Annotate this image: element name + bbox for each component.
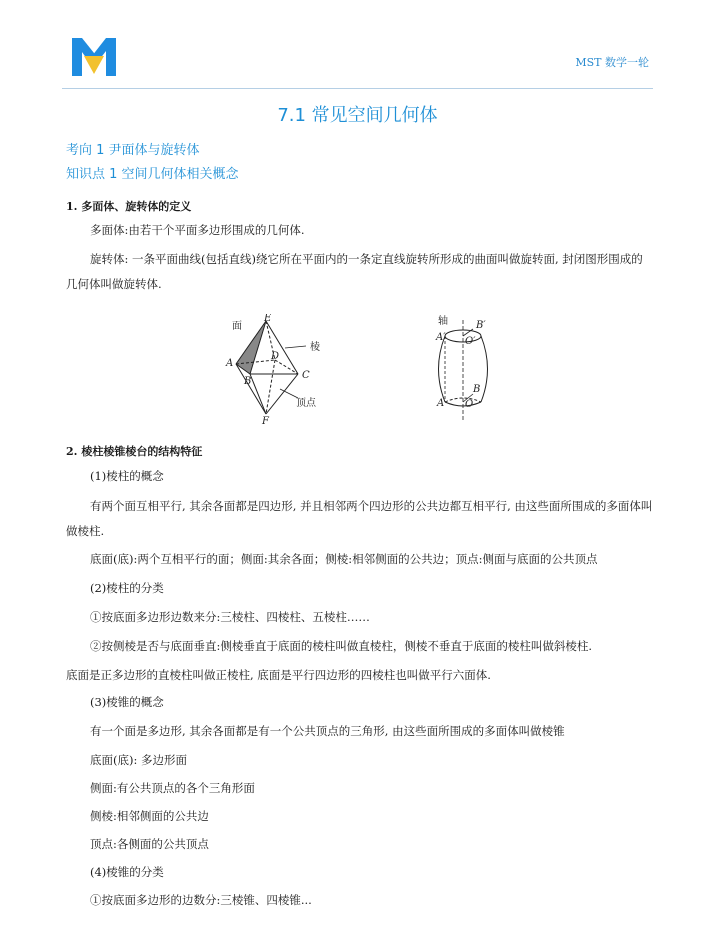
line-prism-classification: (2)棱柱的分类 [90,581,164,595]
label-edge: 棱 [310,342,320,353]
heading-structure: 2. 棱柱棱锥棱台的结构特征 [66,445,203,458]
point-C: C [302,370,310,381]
point-B: B [473,384,481,395]
heading-definitions: 1. 多面体、旋转体的定义 [66,200,192,213]
section-heading: 考向 1 尹面体与旋转体 [66,143,200,158]
point-O: O [465,399,474,410]
label-vertex: 顶点 [296,398,316,409]
line-prism-parts: 底面(底):两个互相平行的面；侧面:其余各面；侧棱:相邻侧面的公共边；顶点:侧面与底面的公共顶点 [90,552,598,566]
line-prism-definition: 有两个面互相平行, 其余各面都是四边形, 并且相邻两个四边形的公共边都互相平行, 由这些面所围成的多面体叫做棱柱. [66,499,653,538]
point-O1: O′ [465,336,476,347]
point-A: A [226,358,234,369]
knowledge-point-heading: 知识点 1 空间几何体相关概念 [66,167,239,182]
rotation-body-figure [435,314,488,422]
line-pyramid-concept: (3)棱锥的概念 [90,695,164,709]
point-E: E [264,314,272,324]
label-face: 面 [232,321,242,332]
paragraph-rotation: 旋转体: 一条平面曲线(包括直线)绕它所在平面内的一条定直线旋转所形成的曲面叫做旋转面, 封闭图形围成的几何体叫做旋转体. [66,252,643,291]
paragraph-polyhedron: 多面体:由若干个平面多边形围成的几何体. [90,223,305,237]
line-prism-concept: (1)棱柱的概念 [90,469,164,483]
header-tag: MST 数学一轮 [575,56,649,69]
point-F: F [262,416,269,426]
header-divider [62,88,653,89]
line-pyramid-base: 底面(底): 多边形面 [90,753,188,767]
point-A1: A′ [436,332,446,343]
line-pyramid-by-sides: ①按底面多边形的边数分:三棱锥、四棱锥... [90,893,312,907]
point-B: B [244,376,252,387]
figures [66,314,656,426]
point-A: A [437,398,445,409]
line-pyramid-definition: 有一个面是多边形, 其余各面都是有一个公共顶点的三角形, 由这些面所围成的多面体叫做棱锥 [90,724,565,738]
line-prism-by-edges: ②按侧棱是否与底面垂直:侧棱垂直于底面的棱柱叫做直棱柱，侧棱不垂直于底面的棱柱叫做斜棱柱. [90,639,593,653]
point-D: D [271,351,280,362]
line-regular-prism: 底面是正多边形的直棱柱叫做正棱柱, 底面是平行四边形的四棱柱也叫做平行六面体. [66,668,491,682]
point-B1: B′ [476,320,486,331]
line-pyramid-vertex: 顶点:各侧面的公共顶点 [90,837,209,851]
line-pyramid-classification: (4)棱锥的分类 [90,865,164,879]
page-title: 7.1 常见空间几何体 [277,105,438,126]
line-pyramid-side-face: 侧面:有公共顶点的各个三角形面 [90,781,255,795]
line-pyramid-side-edge: 侧棱:相邻侧面的公共边 [90,809,209,823]
label-axis: 轴 [438,316,448,327]
line-prism-by-sides: ①按底面多边形边数来分:三棱柱、四棱柱、五棱柱…… [90,610,370,624]
brand-logo [70,34,118,78]
polyhedron-figure [225,314,320,426]
